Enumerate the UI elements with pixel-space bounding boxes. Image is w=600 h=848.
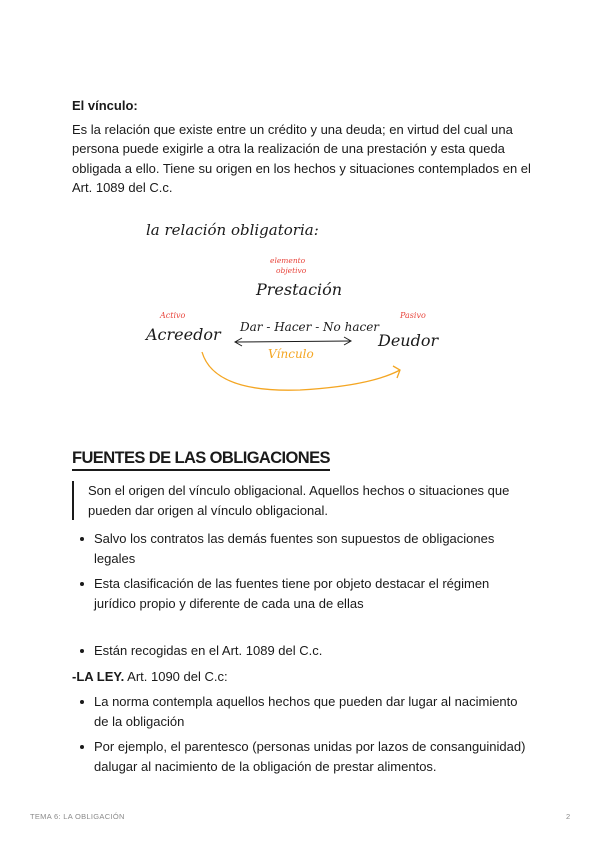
paragraph-line: Es la relación que existe entre un crédito y una deuda; en virtud del cual una (72, 122, 513, 137)
list-item-line: jurídico propio y diferente de cada una de ellas (94, 595, 364, 611)
vinculo-double-arrow (236, 341, 350, 342)
fuentes-heading: FUENTES DE LAS OBLIGACIONES (72, 449, 330, 471)
ley-prefix: -LA LEY. (72, 669, 125, 684)
vinculo-heading: El vínculo: (72, 98, 138, 113)
deudor-label: Deudor (378, 331, 439, 350)
paragraph-line: Art. 1089 del C.c. (72, 179, 173, 195)
list-item (72, 641, 534, 661)
ley-bullet-list (72, 692, 534, 782)
list-item-line: Están recogidas en el Art. 1089 del C.c. (94, 643, 323, 658)
list-item-line: de la obligación (94, 713, 185, 729)
list-item (72, 737, 534, 776)
ley-line (72, 669, 228, 684)
pasivo-label: Pasivo (400, 311, 426, 320)
list-item-line: Por ejemplo, el parentesco (personas unidas por lazos de consanguinidad) (94, 739, 526, 754)
objetivo-note: objetivo (276, 266, 307, 275)
list-item (72, 529, 534, 568)
list-item-line: Salvo los contratos las demás fuentes son supuestos de obligaciones (94, 531, 495, 546)
list-item-line: legales (94, 550, 136, 566)
diagram-title: la relación obligatoria: (146, 221, 319, 239)
footer-section-title: TEMA 6: LA OBLIGACIÓN (30, 812, 125, 821)
acreedor-label: Acreedor (146, 325, 221, 344)
paragraph-line: obligada a ello. Tiene su origen en los hechos y situaciones contemplados en el (72, 160, 531, 176)
list-item (72, 692, 534, 731)
elemento-note: elemento (270, 256, 306, 265)
fuentes-quote (72, 481, 550, 520)
quote-line: pueden dar origen al vínculo obligacional. (88, 502, 328, 518)
paragraph-line: persona puede exigirle a otra la realización de una prestación y esta queda (72, 141, 505, 157)
fuentes-bullet-list (72, 529, 534, 619)
vinculo-label: Vínculo (268, 347, 314, 361)
footer-page-number: 2 (566, 812, 571, 821)
ley-article: Art. 1090 del C.c: (124, 669, 228, 684)
prestacion-label: Prestación (256, 280, 343, 299)
list-item-line: Esta clasificación de las fuentes tiene por objeto destacar el régimen (94, 576, 490, 591)
quote-line: Son el origen del vínculo obligacional. Aquellos hechos o situaciones que (88, 483, 510, 498)
activo-label: Activo (160, 311, 186, 320)
list-item-line: La norma contempla aquellos hechos que pueden dar lugar al nacimiento (94, 694, 518, 709)
recogidas-bullet-list (72, 641, 534, 667)
list-item (72, 574, 534, 613)
list-item-line: dalugar al nacimiento de la obligación de prestar alimentos. (94, 758, 437, 774)
conducta-label: Dar - Hacer - No hacer (240, 320, 380, 334)
